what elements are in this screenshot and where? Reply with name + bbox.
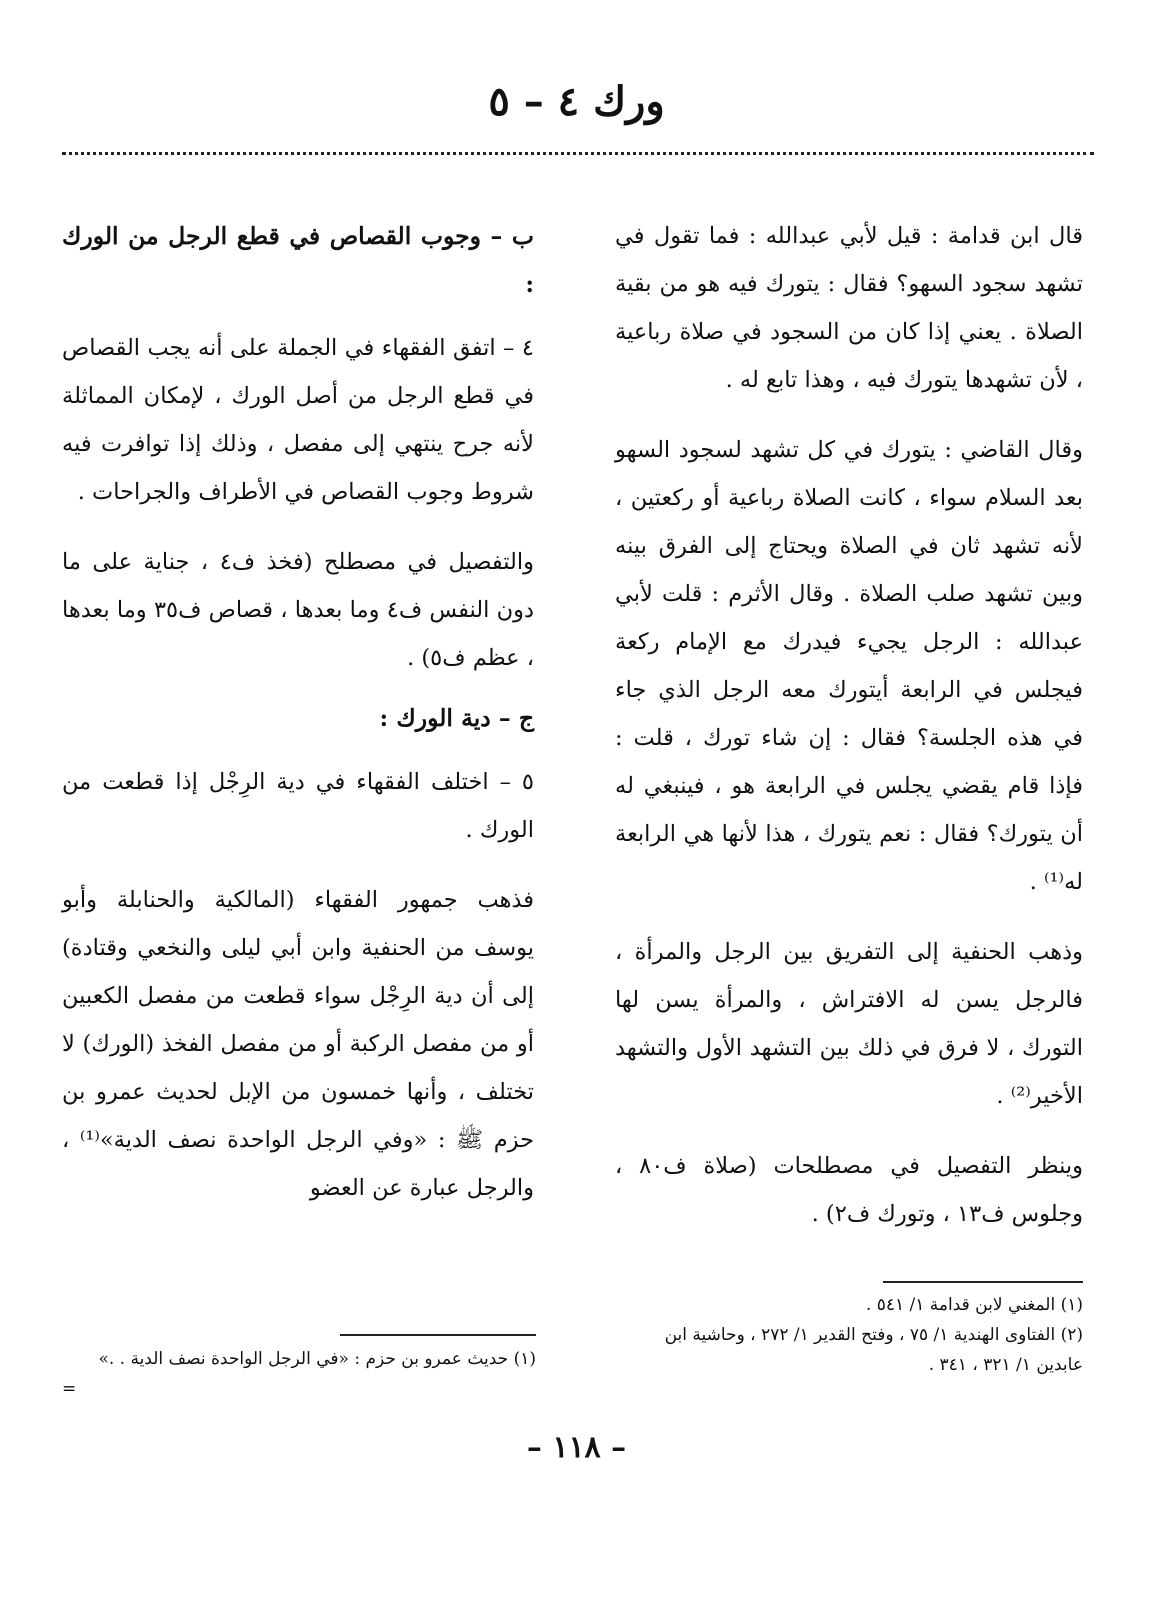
footnote-2-right: (٢) الفتاوى الهندية ١/ ٧٥ ، وفتح القدير ١/ ٢٧٢ ، وحاشية ابن عابدين ١/ ٣٢١ ، ٣٤١ . [664,1325,1083,1375]
paragraph-ibn-qudama: قال ابن قدامة : قيل لأبي عبدالله : فما تقول في تشهد سجود السهو؟ فقال : يتورك فيه هو من بقية الصلاة . يعني إذا كان من السجود في صلاة رباعية ، لأن تشهدها يتورك فيه ، وهذا تابع له . [615,223,1083,393]
footnotes-right [613,1290,1083,1380]
paragraph-5: ٥ – اختلف الفقهاء في دية الرِجْل إذا قطعت من الورك . [62,769,534,843]
footnotes-left [62,1344,536,1404]
footnote-rule-left [340,1334,536,1336]
page-header-title: ورك ٤ – ٥ [488,78,665,125]
footnote-1-left: (١) حديث عمرو بن حزم : «في الرجل الواحدة نصف الدية . .» [98,1349,536,1369]
right-column [615,212,1083,1260]
footnote-continuation-mark: = [62,1379,77,1399]
dotted-separator [62,152,1094,155]
footnote-rule-right [883,1281,1083,1283]
paragraph-detail-reference: والتفصيل في مصطلح (فخذ ف٤ ، جناية على ما دون النفس ف٤ وما بعدها ، قصاص ف٣٥ وما بعدها ، عظم ف٥) . [62,549,535,671]
paragraph-4: ٤ – اتفق الفقهاء في الجملة على أنه يجب القصاص في قطع الرجل من أصل الورك ، لإمكان المماثلة لأنه جرح ينتهي إلى مفصل ، وذلك إذا توافرت فيه شروط وجوب القصاص في الأطراف والجراحات . [62,335,534,505]
section-heading-c: ج – دية الورك : [379,704,534,732]
paragraph-al-qadi: وقال القاضي : يتورك في كل تشهد لسجود السهو بعد السلام سواء ، كانت الصلاة رباعية أو ركعتين ، لأنه تشهد ثان في الصلاة ويحتاج إلى الفرق بينه وبين تشهد صلب الصلاة . وقال الأثرم : قلت لأبي عبدالله : الرجل يجيء فيدرك مع الإمام ركعة فيجلس في الرابعة أيتورك معه الرجل الذي جاء في هذه الجلسة؟ فقال : إن شاء تورك ، قلت : فإذا قام يقضي يجلس في الرابعة هو ، فينبغي له أن يتورك؟ فقال : نعم يتورك ، هذا لأنها هي الرابعة له⁽¹⁾ . [615,437,1083,895]
footnote-1-right: (١) المغني لابن قدامة ١/ ٥٤١ . [865,1295,1083,1315]
page-number: – ١١٨ – [526,1430,627,1465]
paragraph-majority: فذهب جمهور الفقهاء (المالكية والحنابلة وأبو يوسف من الحنفية وابن أبي ليلى والنخعي وقتادة) إلى أن دية الرِجْل سواء قطعت من مفصل الكعبين أو من مفصل الركبة أو من مفصل الفخذ (الورك) لا تختلف ، وأنها خمسون من الإبل لحديث عمرو بن حزم ﷺ : «وفي الرجل الواحدة نصف الدية»⁽¹⁾ ، والرجل عبارة عن العضو [62,887,534,1201]
paragraph-cross-reference: وينظر التفصيل في مصطلحات (صلاة ف٨٠ ، وجلوس ف١٣ ، وتورك ف٢) . [615,1153,1083,1227]
left-column [62,212,534,1234]
paragraph-hanafiyya: وذهب الحنفية إلى التفريق بين الرجل والمرأة ، فالرجل يسن له الافتراش ، والمرأة يسن لها التورك ، لا فرق في ذلك بين التشهد الأول والتشهد الأخير⁽²⁾ . [615,939,1083,1109]
section-heading-b: ب – وجوب القصاص في قطع الرجل من الورك : [62,222,534,298]
